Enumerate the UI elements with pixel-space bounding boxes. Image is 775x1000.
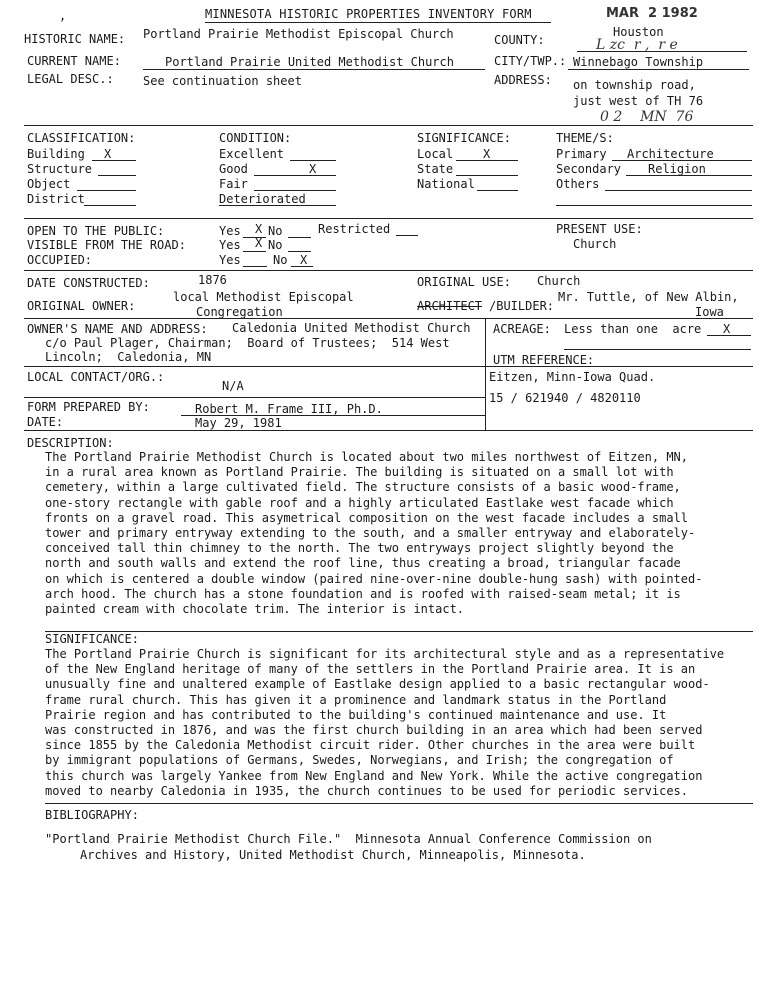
open-public-label: OPEN TO THE PUBLIC: bbox=[27, 224, 165, 238]
restricted-label: Restricted bbox=[318, 222, 391, 236]
original-owner-line-1: local Methodist Episcopal bbox=[173, 290, 354, 304]
county-value: Houston bbox=[613, 25, 664, 39]
address-line-2: just west of TH 76 bbox=[573, 94, 704, 108]
structure-label: Structure bbox=[27, 162, 93, 176]
fair-label: Fair bbox=[219, 177, 248, 191]
date-constructed-value: 1876 bbox=[198, 273, 227, 287]
acreage-value: Less than one acre bbox=[564, 322, 702, 336]
owner-line-1: Caledonia United Methodist Church bbox=[232, 321, 471, 335]
prepared-by-label: FORM PREPARED BY: bbox=[27, 400, 150, 414]
original-use-label: ORIGINAL USE: bbox=[417, 275, 511, 289]
local-contact-value: N/A bbox=[222, 379, 244, 393]
significance-line: of the New England heritage of many of the settlers in the Portland Prairie area. It is an bbox=[45, 662, 696, 677]
current-name-label: CURRENT NAME: bbox=[27, 54, 121, 68]
current-name-value: Portland Prairie United Methodist Church bbox=[165, 55, 454, 69]
theme-others-label: Others bbox=[556, 177, 600, 191]
description-line: cemetery, within a large cultivated field. The structure consists of a basic wood-frame, bbox=[45, 480, 681, 495]
city-value: Winnebago Township bbox=[573, 55, 704, 69]
description-label: DESCRIPTION: bbox=[27, 436, 114, 450]
description-line: on which is centered a double window (paired nine-over-nine double-hung sash) with pointed- bbox=[45, 571, 703, 586]
current-name-underline bbox=[143, 69, 485, 70]
theme-primary-value: Architecture bbox=[627, 147, 714, 161]
description-line: north and south walls and extend the roof line, thus creating a broad, triangular facade bbox=[45, 556, 681, 571]
bibliography-line-1: "Portland Prairie Methodist Church File." Minnesota Annual Conference Commission on bbox=[45, 832, 652, 846]
date-constructed-label: DATE CONSTRUCTED: bbox=[27, 276, 150, 290]
fair-blank bbox=[254, 190, 336, 191]
state-label: State bbox=[417, 162, 454, 176]
local-contact-label: LOCAL CONTACT/ORG.: bbox=[27, 370, 165, 384]
theme-secondary-underline bbox=[626, 175, 752, 176]
classification-label: CLASSIFICATION: bbox=[27, 131, 136, 145]
form-title: MINNESOTA HISTORIC PROPERTIES INVENTORY FORM bbox=[205, 7, 532, 21]
theme-others-underline-2 bbox=[556, 205, 752, 206]
visible-yes-mark: X bbox=[255, 236, 263, 250]
building-label: Building bbox=[27, 147, 85, 161]
building-mark: X bbox=[104, 147, 112, 161]
significance-line: Prairie region and has contributed to the building's continued maintenance and use. It bbox=[45, 707, 667, 722]
good-blank bbox=[254, 175, 336, 176]
significance-line: frame rural church. This has given it a prominence and landmark status in the Portland bbox=[45, 692, 667, 707]
building-blank bbox=[92, 160, 136, 161]
utm-quad: Eitzen, Minn-Iowa Quad. bbox=[489, 370, 656, 384]
original-use-value: Church bbox=[537, 274, 581, 288]
visible-road-label: VISIBLE FROM THE ROAD: bbox=[27, 238, 186, 252]
condition-label: CONDITION: bbox=[219, 131, 292, 145]
date-label: DATE: bbox=[27, 415, 64, 429]
national-blank bbox=[477, 190, 518, 191]
object-label: Object bbox=[27, 177, 71, 191]
significance-line: by immigrant populations of Germans, Swedes, Norwegians, and Irish; the congregation of bbox=[45, 753, 674, 768]
historic-name-label: HISTORIC NAME: bbox=[24, 32, 126, 46]
acreage-label: ACREAGE: bbox=[493, 322, 551, 336]
theme-label: THEME/S: bbox=[556, 131, 614, 145]
received-stamp: MAR 2 1982 bbox=[606, 6, 698, 21]
bibliography-label: BIBLIOGRAPHY: bbox=[45, 808, 139, 822]
occupied-yes-label: Yes bbox=[219, 253, 241, 267]
significance-text bbox=[45, 647, 724, 799]
present-use-value: Church bbox=[573, 237, 617, 251]
description-line: one-story rectangle with gable roof and a highly articulated Eastlake west facade which bbox=[45, 495, 674, 510]
divider-significance bbox=[45, 631, 753, 632]
address-handwritten-code: 0 2 MN 76 bbox=[600, 109, 694, 125]
bibliography-line-2: Archives and History, United Methodist Church, Minneapolis, Minnesota. bbox=[80, 848, 586, 862]
builder-line-1: Mr. Tuttle, of New Albin, bbox=[558, 290, 739, 304]
description-line: arch hood. The church has a stone foundation and is roofed with raised-seam metal; it is bbox=[45, 586, 681, 601]
divider-prepared bbox=[24, 397, 485, 398]
divider-description bbox=[24, 430, 753, 431]
theme-primary-label: Primary bbox=[556, 147, 607, 161]
divider-history bbox=[24, 270, 753, 271]
architect-label-struck: ARCHITECT bbox=[417, 299, 483, 313]
significance-label: SIGNIFICANCE: bbox=[45, 632, 139, 646]
description-line: conceived tall thin chimney to the north. The two entryways project slightly beyond the bbox=[45, 541, 674, 556]
open-no-blank bbox=[288, 237, 311, 238]
district-label: District bbox=[27, 192, 85, 206]
object-blank bbox=[77, 190, 136, 191]
description-line: tower and primary entryway extending to the south, and a smaller entryway and elaborately- bbox=[45, 526, 696, 541]
occupied-no-label: No bbox=[273, 253, 288, 267]
county-label: COUNTY: bbox=[494, 33, 545, 47]
open-no-label: No bbox=[268, 224, 283, 238]
title-underline bbox=[205, 22, 551, 23]
theme-secondary-value: Religion bbox=[648, 162, 706, 176]
visible-yes-blank bbox=[243, 251, 266, 252]
divider-classification bbox=[24, 125, 753, 126]
visible-yes-label: Yes bbox=[219, 238, 241, 252]
significance-line: unusually fine and unaltered example of Eastlake design applied to a basic rectangular wood- bbox=[45, 677, 710, 692]
present-use-label: PRESENT USE: bbox=[556, 222, 643, 236]
builder-label: /BUILDER: bbox=[489, 299, 555, 313]
restricted-blank bbox=[396, 235, 418, 236]
divider-bibliography bbox=[45, 803, 753, 804]
visible-no-blank bbox=[288, 251, 311, 252]
divider-owner bbox=[24, 318, 753, 319]
local-label: Local bbox=[417, 147, 454, 161]
legal-desc-label: LEGAL DESC.: bbox=[27, 72, 114, 86]
description-line: fronts on a gravel road. This asymetrical composition on the west facade includes a small bbox=[45, 510, 688, 525]
description-line: The Portland Prairie Methodist Church is located about two miles northwest of Eitzen, MN, bbox=[45, 450, 688, 464]
acreage-underline-2 bbox=[564, 349, 751, 350]
prepared-by-value: Robert M. Frame III, Ph.D. bbox=[195, 402, 383, 416]
significance-level-label: SIGNIFICANCE: bbox=[417, 131, 511, 145]
occupied-label: OCCUPIED: bbox=[27, 253, 93, 267]
local-mark: X bbox=[483, 147, 491, 161]
divider-contact bbox=[24, 366, 753, 367]
description-line: in a rural area known as Portland Prairie. The building is situated on a small lot with bbox=[45, 465, 674, 480]
county-underline bbox=[577, 51, 747, 52]
occupied-yes-blank bbox=[243, 266, 267, 267]
theme-primary-underline bbox=[612, 160, 752, 161]
city-underline bbox=[568, 69, 749, 70]
good-mark: X bbox=[309, 162, 317, 176]
address-line-1: on township road, bbox=[573, 78, 696, 92]
state-blank bbox=[456, 175, 518, 176]
original-owner-line-2: Congregation bbox=[196, 305, 283, 319]
builder-line-2: Iowa bbox=[695, 305, 724, 319]
city-label: CITY/TWP.: bbox=[494, 54, 567, 68]
good-label: Good bbox=[219, 162, 248, 176]
occupied-no-mark: X bbox=[300, 253, 308, 267]
deteriorated-label: Deteriorated bbox=[219, 192, 306, 206]
owner-line-3: Lincoln; Caledonia, MN bbox=[45, 350, 212, 364]
date-value: May 29, 1981 bbox=[195, 416, 282, 430]
structure-blank bbox=[98, 175, 136, 176]
significance-line: The Portland Prairie Church is significant for its architectural style and as a representative bbox=[45, 647, 725, 661]
theme-others-underline bbox=[605, 190, 752, 191]
description-text bbox=[45, 450, 702, 617]
significance-line: was constructed in 1876, and was the first church building in an area which had been served bbox=[45, 723, 703, 738]
open-yes-label: Yes bbox=[219, 224, 241, 238]
county-handwritten-note: L zc r , r e bbox=[596, 37, 678, 53]
visible-no-label: No bbox=[268, 238, 283, 252]
historic-name-value: Portland Prairie Methodist Episcopal Church bbox=[143, 27, 454, 41]
national-label: National bbox=[417, 177, 475, 191]
address-label: ADDRESS: bbox=[494, 73, 552, 87]
legal-desc-value: See continuation sheet bbox=[143, 74, 302, 88]
owner-label: OWNER'S NAME AND ADDRESS: bbox=[27, 322, 208, 336]
open-yes-mark: X bbox=[255, 222, 263, 236]
owner-line-2: c/o Paul Plager, Chairman; Board of Trustees; 514 West bbox=[45, 336, 450, 350]
district-blank bbox=[84, 205, 136, 206]
utm-coordinates: 15 / 621940 / 4820110 bbox=[489, 391, 641, 405]
original-owner-label: ORIGINAL OWNER: bbox=[27, 299, 136, 313]
acreage-mark: X bbox=[723, 322, 731, 336]
utm-label: UTM REFERENCE: bbox=[493, 353, 595, 367]
description-line: painted cream with chocolate trim. The interior is intact. bbox=[45, 602, 465, 617]
excellent-label: Excellent bbox=[219, 147, 285, 161]
significance-line: moved to nearby Caledonia in 1935, the church continues to be used for periodic services. bbox=[45, 783, 688, 798]
deteriorated-underline bbox=[219, 205, 336, 206]
significance-line: this church was largely Yankee from New England and New York. While the active congregation bbox=[45, 768, 703, 783]
margin-mark: , bbox=[59, 9, 67, 23]
vertical-divider bbox=[485, 318, 486, 430]
divider-access bbox=[24, 218, 753, 219]
theme-secondary-label: Secondary bbox=[556, 162, 622, 176]
significance-line: since 1855 by the Caledonia Methodist circuit rider. Other churches in the area were built bbox=[45, 738, 696, 753]
excellent-blank bbox=[290, 160, 336, 161]
